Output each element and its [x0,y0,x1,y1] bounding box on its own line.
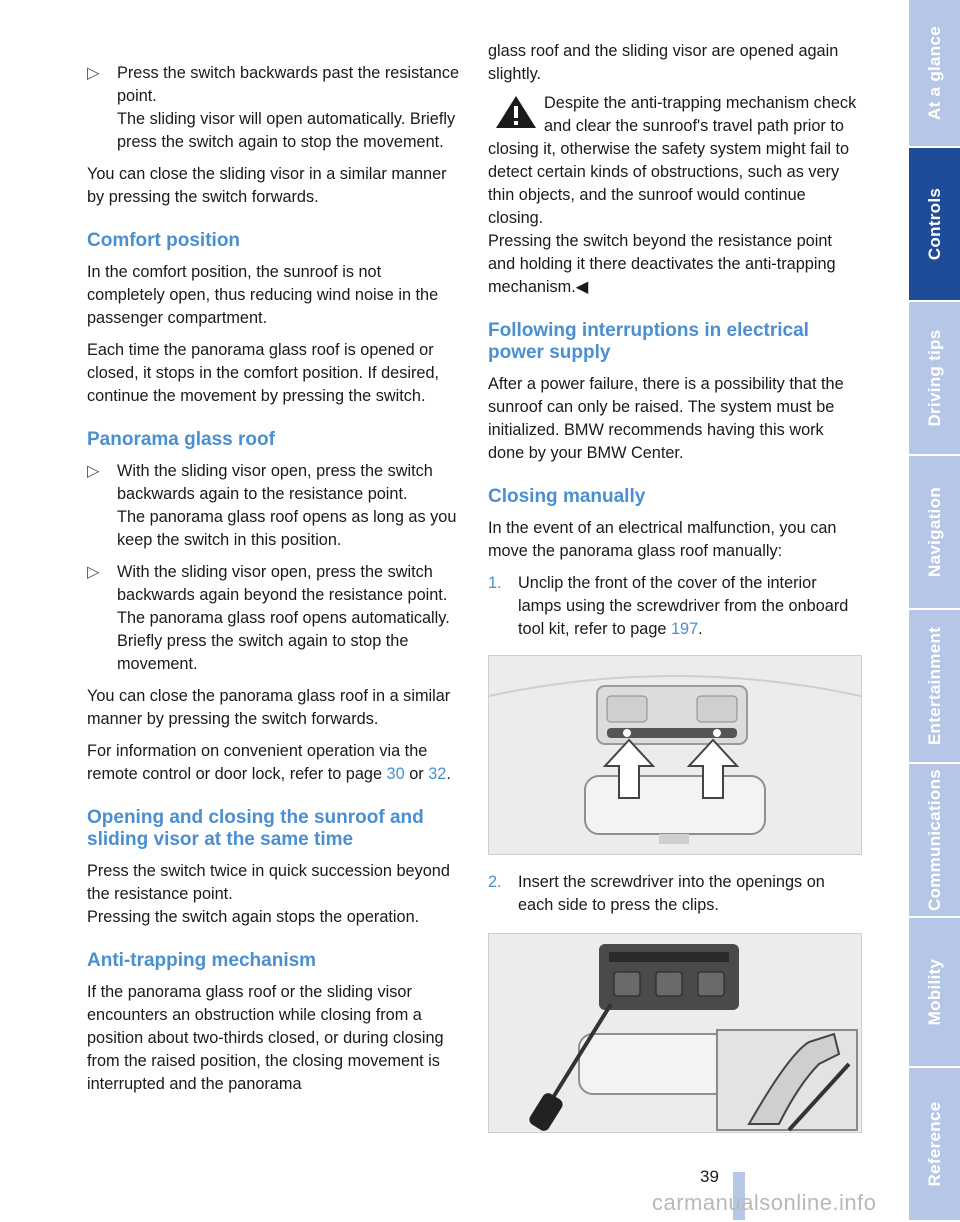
chapter-tab-controls[interactable] [909,148,960,302]
paragraph: Each time the panorama glass roof is opened or closed, it stops in the comfort position. If desired, continue the movement by pressing the switch. [87,341,440,405]
page-link-30[interactable]: 30 [386,765,405,783]
page-link-197[interactable]: 197 [670,620,699,638]
bullet-text: The panorama glass roof opens as long as you keep the switch in this position. [117,508,457,549]
bullet-marker-icon: ▷ [87,563,100,581]
paragraph: You can close the sliding visor in a similar manner by pressing the switch forwards. [87,165,447,206]
warning-triangle-icon [494,94,538,130]
watermark: carmanualsonline.info [652,1190,877,1215]
paragraph: In the comfort position, the sunroof is not completely open, thus reducing wind noise in the passenger compartment. [87,263,439,327]
paragraph: glass roof and the sliding visor are opened again slightly. [488,42,839,83]
paragraph-text: or [404,765,429,783]
paragraph: You can close the panorama glass roof in a similar manner by pressing the switch forwards. [87,687,451,728]
chapter-tab-label: Communications [924,768,944,912]
step-text: Insert the screwdriver into the openings on each side to press the clips. [518,873,825,914]
bullet-item [87,460,461,552]
bullet-item [87,561,461,676]
heading-power-interruption: Following interruptions in electrical power supply [488,320,809,363]
bullet-text: Press the switch backwards past the resistance point. [117,64,460,105]
bullet-item [87,62,461,154]
chapter-tab-label: Navigation [924,487,944,577]
chapter-tab-label: Entertainment [924,626,944,746]
heading-anti-trapping: Anti-trapping mechanism [87,950,317,971]
end-mark-icon: ◀ [575,278,589,296]
step-number: 2. [488,873,502,891]
page-number: 39 [700,1167,719,1186]
paragraph-text: Press the switch twice in quick succession beyond the resistance point. [87,862,450,903]
warning-block [488,92,862,299]
chapter-tab-label: Reference [924,1101,944,1187]
chapter-tab-sidebar [909,0,960,1220]
step-text: Unclip the front of the cover of the interior lamps using the screwdriver from the onboard tool kit, refer to page [518,574,849,638]
paragraph-text: . [446,765,451,783]
bullet-text: The sliding visor will open automatically. Briefly press the switch again to stop the movement. [117,110,456,151]
figure-screwdriver-clips [488,933,862,1133]
chapter-tab-reference[interactable] [909,1068,960,1222]
chapter-tab-label: At a glance [924,26,944,120]
chapter-tab-communications[interactable] [909,764,960,918]
paragraph: Pressing the switch again stops the operation. [87,908,420,926]
paragraph: If the panorama glass roof or the sliding visor encounters an obstruction while closing from a position about two-thirds closed, or during closing from the raised position, the closing movement is interrupted and the panorama [87,983,444,1093]
paragraph [87,740,461,786]
step-text: . [698,620,703,638]
chapter-tab-label: Controls [924,187,944,261]
figure-illustration [489,934,861,1132]
chapter-tab-navigation[interactable] [909,456,960,610]
bullet-text: With the sliding visor open, press the switch backwards again beyond the resistance point. [117,563,448,604]
paragraph: After a power failure, there is a possibility that the sunroof can only be raised. The system must be initialized. BMW recommends having this work done by your BMW Center. [488,375,844,462]
warning-text: Pressing the switch beyond the resistance point and holding it there deactivates the anti-trapping mechanism. [488,232,836,296]
bullet-text: The panorama glass roof opens automatically. Briefly press the switch again to stop the movement. [117,609,450,673]
chapter-tab-at-a-glance[interactable] [909,0,960,148]
heading-closing-manually: Closing manually [488,486,646,507]
chapter-tab-entertainment[interactable] [909,610,960,764]
numbered-step [488,871,862,917]
paragraph [87,860,461,906]
page-link-32[interactable]: 32 [428,765,447,783]
paragraph: In the event of an electrical malfunction, you can move the panorama glass roof manually: [488,519,837,560]
heading-panorama-glass-roof: Panorama glass roof [87,429,275,450]
warning-text: Despite the anti-trapping mechanism check and clear the sunroof's travel path prior to closing it, otherwise the safety system might fail to detect certain kinds of obstructions, such as very thin objects, and the sunroof would continue closing. [488,94,857,227]
paragraph-text: For information on convenient operation via the remote control or door lock, refer to page [87,742,428,783]
heading-comfort-position: Comfort position [87,230,241,251]
bullet-text: With the sliding visor open, press the switch backwards again to the resistance point. [117,462,433,503]
bullet-marker-icon: ▷ [87,64,100,82]
left-column [87,62,461,1105]
chapter-tab-label: Mobility [924,958,944,1026]
chapter-tab-mobility[interactable] [909,918,960,1068]
figure-interior-lamp-cover [488,655,862,855]
right-column [488,40,862,1133]
heading-opening-closing-same-time: Opening and closing the sunroof and sliding visor at the same time [87,807,424,850]
figure-illustration [489,656,861,854]
chapter-tab-label: Driving tips [924,329,944,427]
bullet-marker-icon: ▷ [87,462,100,480]
chapter-tab-driving-tips[interactable] [909,302,960,456]
step-number: 1. [488,574,502,592]
numbered-step [488,572,862,641]
